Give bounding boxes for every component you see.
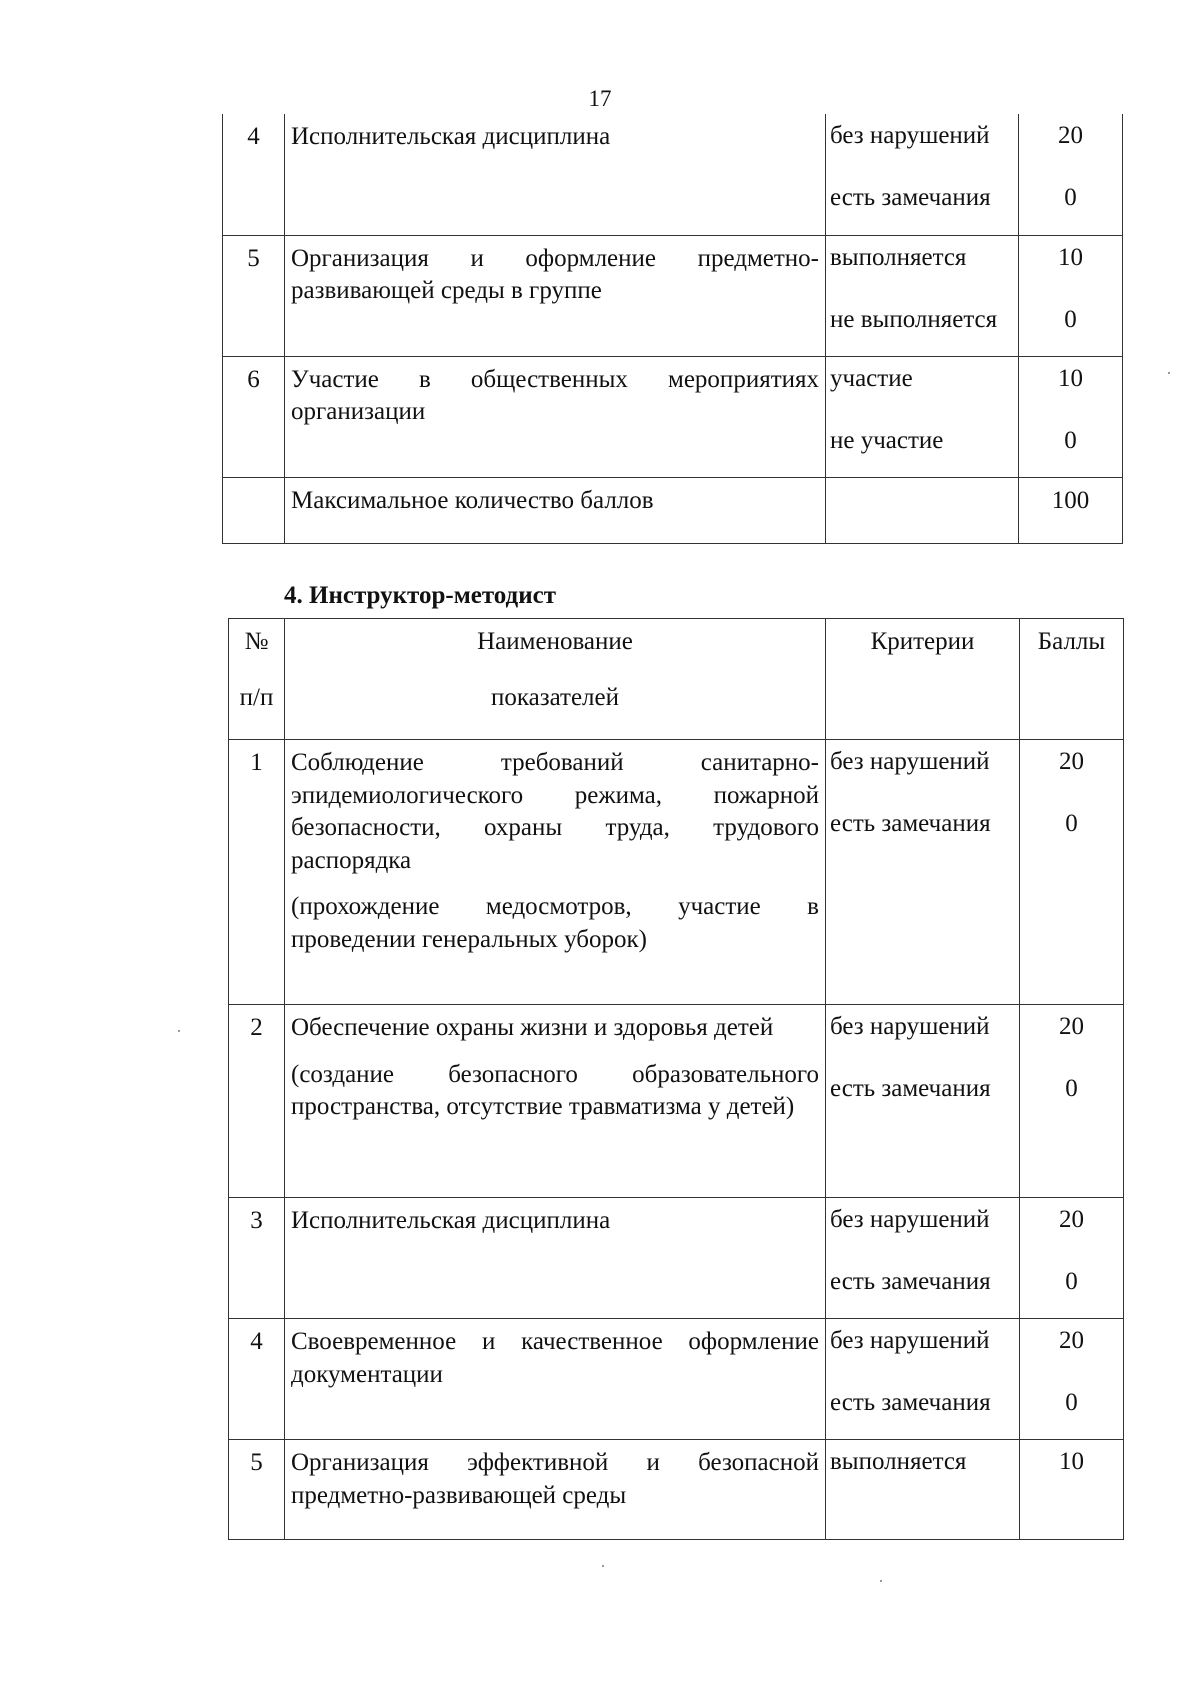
score: 0 xyxy=(1064,184,1077,211)
score: 20 xyxy=(1059,748,1084,775)
page-number: 17 xyxy=(588,86,612,111)
indicator-note: (создание безопасного образовательного пространства, отсутствие травматизма у детей) xyxy=(291,1060,819,1120)
score-cell xyxy=(1020,1198,1124,1319)
score-cell xyxy=(1019,114,1123,235)
score: 10 xyxy=(1058,243,1083,271)
score-cell xyxy=(1020,1440,1124,1540)
indicator-name: Организация и оформление предметно-развивающей среды в группе xyxy=(285,235,826,356)
criterion: выполняется xyxy=(830,243,967,271)
indicator-name: Соблюдение требований санитарно-эпидемиологического режима, пожарной безопасности, охраны труда, трудового распорядка (прохождение медосмотров, участие в проведении генеральных уборок) xyxy=(285,740,826,1005)
criterion: есть замечания xyxy=(830,1389,991,1416)
indicator-name: Исполнительская дисциплина xyxy=(285,1198,826,1319)
criteria-cell xyxy=(826,1440,1020,1540)
score: 0 xyxy=(1065,1389,1078,1416)
row-number: 6 xyxy=(223,356,285,477)
empty-cell xyxy=(826,477,1019,543)
score: 10 xyxy=(1058,364,1083,392)
score-cell xyxy=(1019,235,1123,356)
row-number: 4 xyxy=(223,114,285,235)
criteria-cell xyxy=(826,1319,1020,1440)
header-criteria: Критерии xyxy=(826,619,1020,740)
indicator-name: Участие в общественных мероприятиях организации xyxy=(285,356,826,477)
criterion: без нарушений xyxy=(830,122,990,149)
indicator-name: Своевременное и качественное оформление документации xyxy=(285,1319,826,1440)
score-cell xyxy=(1020,1005,1124,1198)
criterion: не выполняется xyxy=(830,305,998,333)
row-number: 1 xyxy=(229,740,285,1005)
scan-speck xyxy=(880,1580,882,1582)
score-cell xyxy=(1020,740,1124,1005)
indicator-name: Организация эффективной и безопасной предметно-развивающей среды xyxy=(285,1440,826,1540)
score: 20 xyxy=(1059,1206,1084,1233)
criteria-cell xyxy=(826,356,1019,477)
criterion: есть замечания xyxy=(830,184,991,211)
empty-cell xyxy=(223,477,285,543)
header-score: Баллы xyxy=(1020,619,1124,740)
header-num: № п/п xyxy=(229,619,285,740)
score: 20 xyxy=(1059,1327,1084,1354)
table-row xyxy=(229,740,1124,1005)
score: 0 xyxy=(1065,810,1078,837)
table-row xyxy=(223,235,1123,356)
score: 0 xyxy=(1065,1268,1078,1295)
criteria-cell xyxy=(826,740,1020,1005)
score: 0 xyxy=(1064,426,1077,454)
indicator-note: (прохождение медосмотров, участие в проведении генеральных уборок) xyxy=(291,893,819,953)
table-row xyxy=(229,1198,1124,1319)
criterion: без нарушений xyxy=(830,1206,990,1233)
total-score: 100 xyxy=(1019,477,1123,543)
criteria-cell xyxy=(826,1005,1020,1198)
row-number: 3 xyxy=(229,1198,285,1319)
row-number: 4 xyxy=(229,1319,285,1440)
table-row xyxy=(229,1440,1124,1540)
row-number: 2 xyxy=(229,1005,285,1198)
score: 0 xyxy=(1064,305,1077,333)
row-number: 5 xyxy=(223,235,285,356)
score: 20 xyxy=(1059,1013,1084,1040)
table-header-row xyxy=(229,619,1124,740)
score-cell xyxy=(1019,356,1123,477)
criterion: есть замечания xyxy=(830,1075,991,1102)
scan-speck xyxy=(178,1030,180,1032)
table-bottom xyxy=(228,618,1124,1540)
table-top xyxy=(222,114,1123,544)
criterion: есть замечания xyxy=(830,1268,991,1295)
table-row xyxy=(223,114,1123,235)
score-cell xyxy=(1020,1319,1124,1440)
row-number: 5 xyxy=(229,1440,285,1540)
scan-speck xyxy=(602,1565,604,1567)
table-total-row xyxy=(223,477,1123,543)
criterion: участие xyxy=(830,364,913,392)
table-row xyxy=(223,356,1123,477)
score: 0 xyxy=(1065,1075,1078,1102)
score: 20 xyxy=(1058,122,1083,149)
criterion: без нарушений xyxy=(830,748,990,775)
scan-speck xyxy=(1168,372,1170,374)
criteria-cell xyxy=(826,1198,1020,1319)
indicator-name: Обеспечение охраны жизни и здоровья детей (создание безопасного образовательного пространства, отсутствие травматизма у детей) xyxy=(285,1005,826,1198)
criterion: выполняется xyxy=(830,1448,967,1475)
table-row xyxy=(229,1005,1124,1198)
header-name: Наименование показателей xyxy=(285,619,826,740)
criterion: есть замечания xyxy=(830,810,991,837)
criterion: не участие xyxy=(830,426,944,454)
criterion: без нарушений xyxy=(830,1013,990,1040)
total-label: Максимальное количество баллов xyxy=(285,477,826,543)
indicator-name: Исполнительская дисциплина xyxy=(285,114,826,235)
criteria-cell xyxy=(826,235,1019,356)
section-title: 4. Инструктор-методист xyxy=(284,582,556,609)
criteria-cell xyxy=(826,114,1019,235)
criterion: без нарушений xyxy=(830,1327,990,1354)
table-row xyxy=(229,1319,1124,1440)
score: 10 xyxy=(1059,1448,1084,1475)
